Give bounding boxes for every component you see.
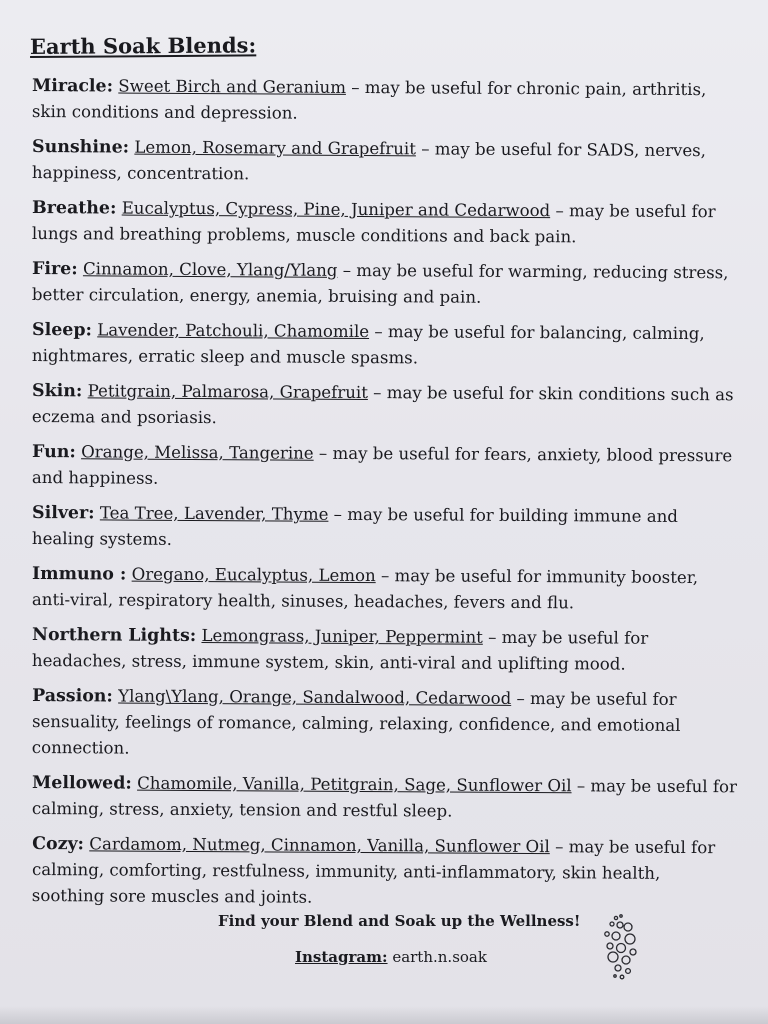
blend-ingredients: Chamomile, Vanilla, Petitgrain, Sage, Sunflower Oil: [137, 773, 572, 796]
blend-name: Immuno :: [32, 564, 127, 585]
blend-passion: [32, 683, 738, 765]
blend-description: – may be useful for lungs and breathing problems, muscle conditions and back pain.: [31, 201, 716, 247]
blend-cozy: [32, 831, 738, 913]
blend-name: Sunshine:: [32, 137, 130, 158]
blend-ingredients: Ylang\Ylang, Orange, Sandalwood, Cedarwood: [118, 686, 512, 708]
blend-description: – may be useful for skin conditions such as eczema and psoriasis.: [31, 383, 734, 428]
blend-description: – may be useful for fears, anxiety, blood pressure and happiness.: [31, 443, 733, 488]
blend-name: Fire:: [32, 259, 78, 280]
blend-description: – may be useful for SADS, nerves, happiness, concentration.: [31, 139, 707, 184]
blend-name: Sleep:: [32, 320, 93, 341]
blend-skin: [32, 378, 738, 434]
blend-description: – may be useful for calming, stress, anxiety, tension and restful sleep.: [31, 776, 738, 821]
blend-name: Miracle:: [32, 76, 114, 97]
blend-ingredients: Lemon, Rosemary and Grapefruit: [134, 137, 417, 159]
blend-sunshine: [32, 134, 738, 190]
blend-ingredients: Lavender, Patchouli, Chamomile: [97, 320, 370, 342]
blend-ingredients: Cinnamon, Clove, Ylang/Ylang: [82, 259, 338, 280]
page-title: Earth Soak Blends:: [29, 32, 257, 59]
blend-name: Fun:: [32, 442, 76, 463]
blend-ingredients: Eucalyptus, Cypress, Pine, Juniper and Cedarwood: [121, 198, 551, 221]
instagram-handle: earth.n.soak: [387, 948, 487, 966]
blend-ingredients: Sweet Birch and Geranium: [118, 76, 347, 97]
page-bottom-shadow: [0, 1006, 768, 1024]
blend-miracle: [32, 73, 738, 129]
blend-fun: [32, 439, 738, 495]
blend-description: – may be useful for calming, comforting, restfulness, immunity, anti-inflammatory, skin health, soothing sore muscles and joints.: [31, 837, 716, 907]
blend-description: – may be useful for chronic pain, arthritis, skin conditions and depression.: [31, 77, 707, 123]
blend-description: – may be useful for building immune and healing systems.: [31, 504, 678, 549]
blend-name: Skin:: [32, 381, 83, 402]
blend-breathe: [32, 195, 738, 251]
blend-mellowed: [32, 770, 738, 826]
blend-list: [30, 73, 738, 909]
blend-description: – may be useful for immunity booster, anti-viral, respiratory health, sinuses, headaches, fevers and flu.: [31, 566, 699, 613]
blend-silver: [32, 500, 738, 556]
blend-description: – may be useful for headaches, stress, immune system, skin, anti-viral and uplifting mood.: [31, 627, 649, 674]
blend-name: Cozy:: [32, 834, 85, 855]
instagram-line: [295, 948, 487, 966]
instagram-label: Instagram:: [295, 948, 388, 966]
blend-ingredients: Cardamom, Nutmeg, Cinnamon, Vanilla, Sunflower Oil: [89, 834, 550, 857]
blend-description: – may be useful for balancing, calming, nightmares, erratic sleep and muscle spasms.: [31, 322, 705, 368]
blend-immuno: [32, 561, 738, 617]
blend-ingredients: Petitgrain, Palmarosa, Grapefruit: [87, 381, 368, 403]
blend-name: Silver:: [32, 503, 95, 524]
tagline: Find your Blend and Soak up the Wellness!: [218, 912, 581, 930]
blend-northern-lights: [32, 622, 738, 678]
blend-ingredients: Oregano, Eucalyptus, Lemon: [131, 564, 376, 586]
bubbles-icon: [598, 912, 646, 984]
blend-name: Northern Lights:: [32, 625, 197, 647]
blend-ingredients: Lemongrass, Juniper, Peppermint: [201, 626, 483, 647]
blend-description: – may be useful for warming, reducing stress, better circulation, energy, anemia, bruising and pain.: [31, 260, 729, 307]
blend-name: Breathe:: [32, 198, 117, 219]
blend-name: Mellowed:: [32, 773, 132, 794]
blend-description: – may be useful for sensuality, feelings of romance, calming, relaxing, confidence, and emotional connection.: [31, 688, 681, 758]
blend-sleep: [32, 317, 738, 373]
blend-name: Passion:: [32, 686, 113, 707]
blend-ingredients: Tea Tree, Lavender, Thyme: [99, 503, 329, 524]
blend-fire: [32, 256, 738, 312]
blend-ingredients: Orange, Melissa, Tangerine: [81, 442, 314, 463]
